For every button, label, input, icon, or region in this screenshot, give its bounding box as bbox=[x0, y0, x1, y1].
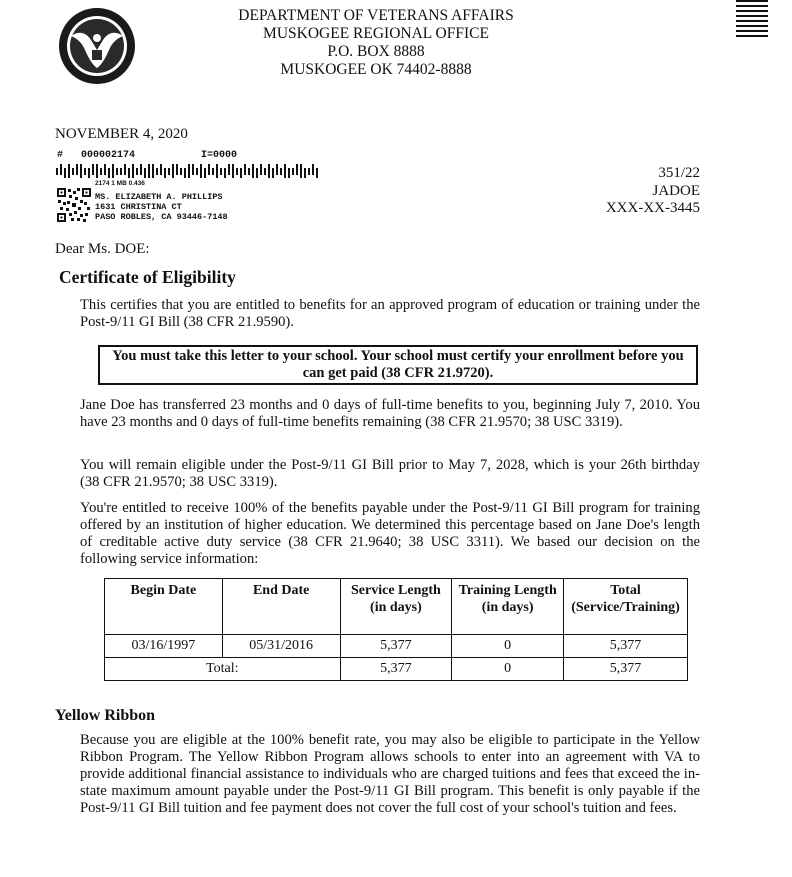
salutation: Dear Ms. DOE: bbox=[55, 241, 150, 257]
letterhead-line: DEPARTMENT OF VETERANS AFFAIRS bbox=[238, 7, 514, 24]
recipient-address bbox=[95, 192, 228, 222]
column-header: Training Length (in days) bbox=[452, 579, 564, 635]
certificate-heading: Certificate of Eligibility bbox=[59, 267, 236, 287]
address-line: 1631 CHRISTINA CT bbox=[95, 202, 182, 212]
service-table bbox=[104, 578, 688, 681]
reference-line: JADOE bbox=[652, 182, 700, 199]
table-total-row bbox=[105, 658, 688, 681]
total-cell: 5,377 bbox=[564, 635, 688, 658]
letterhead-line: MUSKOGEE REGIONAL OFFICE bbox=[263, 25, 489, 42]
total-training-cell: 0 bbox=[452, 658, 564, 681]
scan-mark-bars bbox=[736, 0, 768, 38]
postal-barcode bbox=[56, 164, 318, 178]
letterhead-line: P.O. BOX 8888 bbox=[327, 43, 425, 60]
letterhead-line: MUSKOGEE OK 74402-8888 bbox=[280, 61, 472, 78]
va-seal-logo bbox=[57, 6, 137, 86]
2d-barcode bbox=[57, 188, 91, 222]
yellow-ribbon-paragraph: Because you are eligible at the 100% benefit rate, you may also be eligible to participate in the Yellow Ribbon Program. The Yellow Ribbon Program allows schools to enter into an agreement with VA to provide additional financial assistance to individuals who are charged tuitions and fees that exceed the in-state maximum amount payable under the Post-9/11 GI Bill program. This benefit is only payable if the Post-9/11 GI Bill tuition and fee payment does not cover the full cost of your school's tuition and fees. bbox=[80, 732, 700, 816]
school-notice-box: You must take this letter to your school. Your school must certify your enrollment before you can get paid (38 CFR 21.9720). bbox=[98, 345, 698, 385]
percentage-paragraph: You're entitled to receive 100% of the benefits payable under the Post-9/11 GI Bill program for training offered by an institution of higher education. We determined this percentage based on Jane Doe's length of creditable active duty service (38 CFR 21.9640; 38 USC 3311). We based our decision on the following service information: bbox=[80, 500, 700, 567]
column-header: Begin Date bbox=[105, 579, 223, 635]
table-header-row bbox=[105, 579, 688, 635]
mail-code: 2174 1 MB 0.436 bbox=[95, 180, 145, 187]
letterhead bbox=[200, 7, 552, 79]
training-length-cell: 0 bbox=[452, 635, 564, 658]
total-label: Total: bbox=[105, 658, 341, 681]
service-length-cell: 5,377 bbox=[340, 635, 452, 658]
column-header: End Date bbox=[222, 579, 340, 635]
reference-line: XXX-XX-3445 bbox=[605, 200, 700, 216]
address-line: MS. ELIZABETH A. PHILLIPS bbox=[95, 192, 223, 202]
letter-date: NOVEMBER 4, 2020 bbox=[55, 126, 188, 142]
yellow-ribbon-heading: Yellow Ribbon bbox=[55, 707, 156, 724]
column-header: Total (Service/Training) bbox=[564, 579, 688, 635]
address-line: PASO ROBLES, CA 93446-7148 bbox=[95, 212, 228, 222]
total-service-cell: 5,377 bbox=[340, 658, 452, 681]
transfer-paragraph: Jane Doe has transferred 23 months and 0 days of full-time benefits to you, beginning July 7, 2010. You have 23 months and 0 days of full-time benefits remaining (38 CFR 21.9570; 38 USC 3319). bbox=[80, 397, 700, 430]
table-row bbox=[105, 635, 688, 658]
reference-block bbox=[560, 165, 700, 218]
column-header: Service Length (in days) bbox=[340, 579, 452, 635]
total-total-cell: 5,377 bbox=[564, 658, 688, 681]
reference-line: 351/22 bbox=[658, 165, 700, 181]
begin-date-cell: 03/16/1997 bbox=[105, 635, 223, 658]
eligibility-paragraph: You will remain eligible under the Post-9/11 GI Bill prior to May 7, 2028, which is your 26th birthday (38 CFR 21.9570; 38 USC 3319). bbox=[80, 457, 700, 490]
end-date-cell: 05/31/2016 bbox=[222, 635, 340, 658]
intro-paragraph: This certifies that you are entitled to benefits for an approved program of education or training under the Post-9/11 GI Bill (38 CFR 21.9590). bbox=[80, 297, 700, 330]
sequence-number: # 000002174 I=0000 bbox=[57, 150, 238, 161]
